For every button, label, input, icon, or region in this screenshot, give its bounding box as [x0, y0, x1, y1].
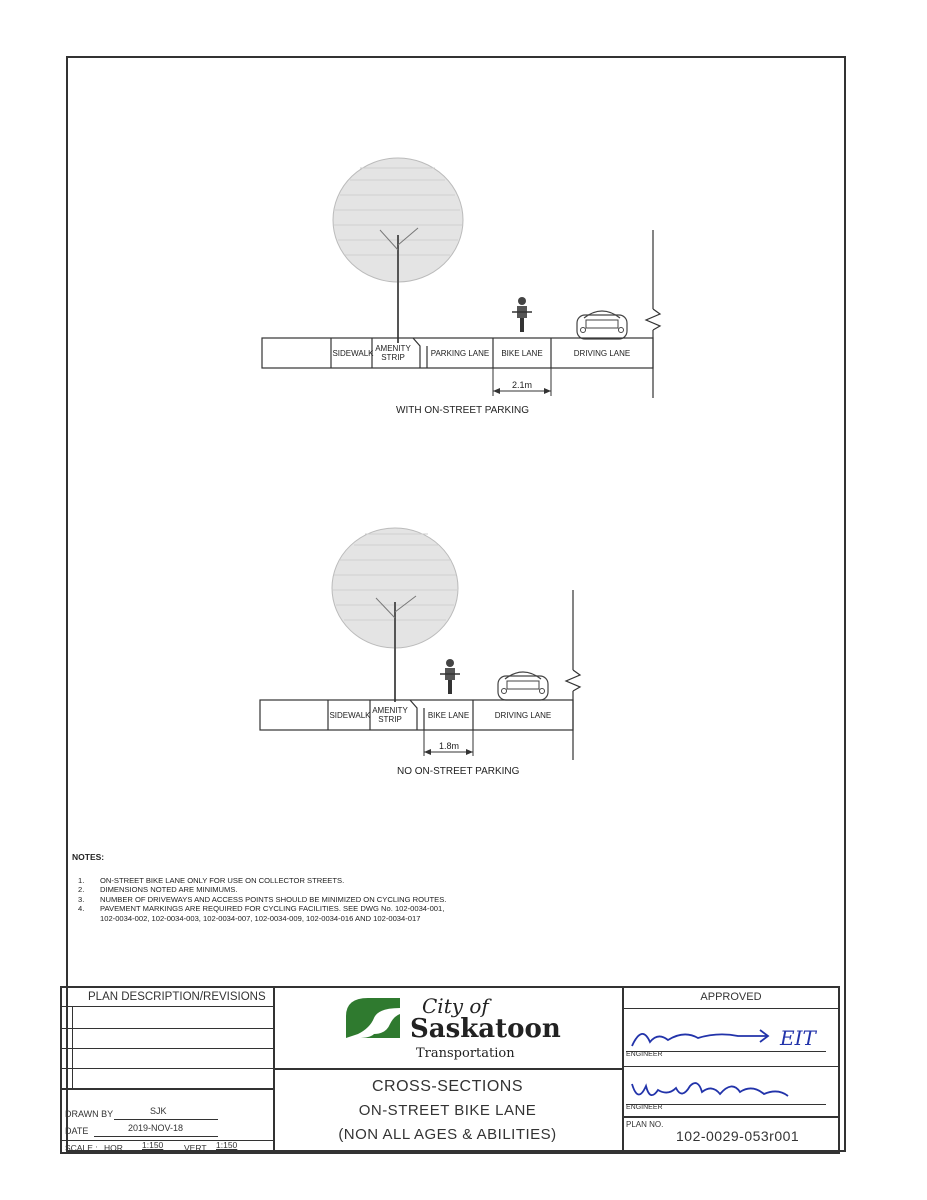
cyclist-icon: [512, 297, 532, 332]
revisions-header: PLAN DESCRIPTION/REVISIONS: [88, 991, 266, 1003]
drawing-title-3: (NON ALL AGES & ABILITIES): [338, 1126, 557, 1143]
drawn-by-label: DRAWN BY: [65, 1109, 114, 1119]
notes-title: NOTES:: [72, 852, 105, 862]
approved-header: APPROVED: [700, 991, 762, 1003]
title-block: [60, 986, 840, 1154]
cross-section-1-drawing: [250, 140, 670, 410]
eit-suffix: EIT: [780, 1026, 816, 1050]
section1-label-sidewalk: SIDEWALK: [332, 349, 374, 358]
note-item: 102-0034-002, 102-0034-003, 102-0034-007, 102-0034-009, 102-0034-016 AND 102-0034-017: [100, 913, 421, 923]
section2-label-sidewalk: SIDEWALK: [329, 711, 371, 720]
logo-saskatoon: Saskatoon: [410, 1014, 561, 1044]
engineer-label-1: ENGINEER: [626, 1051, 663, 1058]
section2-caption: NO ON-STREET PARKING: [397, 766, 520, 777]
scale-hor-value: 1:150: [142, 1140, 164, 1150]
cross-section-2-drawing: [250, 510, 670, 770]
section1-caption: WITH ON-STREET PARKING: [396, 405, 529, 416]
scale-label: SCALE :: [65, 1143, 98, 1153]
tree-icon: [333, 158, 463, 343]
scale-hor-label: HOR.: [104, 1143, 126, 1153]
section1-dimension: 2.1m: [511, 380, 532, 390]
note-item: 3. NUMBER OF DRIVEWAYS AND ACCESS POINTS SHOULD BE MINIMIZED ON CYCLING ROUTES.: [78, 894, 447, 904]
section1-label-bike: BIKE LANE: [501, 349, 543, 358]
drawn-by-value: SJK: [150, 1106, 167, 1116]
engineer-label-2: ENGINEER: [626, 1104, 663, 1111]
notes-list: [78, 876, 446, 923]
cyclist-icon: [440, 659, 460, 694]
note-item: 4. PAVEMENT MARKINGS ARE REQUIRED FOR CYCLING FACILITIES. SEE DWG No. 102-0034-001,: [78, 904, 445, 914]
scale-vert-value: 1:150: [216, 1140, 238, 1150]
section1-label-amenity: AMENITY STRIP: [375, 344, 411, 362]
plan-no-label: PLAN NO.: [626, 1120, 664, 1129]
section2-label-amenity: AMENITY STRIP: [372, 706, 408, 724]
section1-label-driving: DRIVING LANE: [573, 349, 631, 358]
drawing-title-2: ON-STREET BIKE LANE: [358, 1102, 537, 1119]
section2-label-driving: DRIVING LANE: [494, 711, 552, 720]
car-icon: [577, 311, 627, 339]
logo-city-of: City of: [422, 994, 489, 1018]
scale-vert-label: VERT.: [184, 1143, 208, 1153]
drawing-title-1: CROSS-SECTIONS: [371, 1078, 523, 1095]
section2-dimension: 1.8m: [438, 741, 459, 751]
note-item: 2. DIMENSIONS NOTED ARE MINIMUMS.: [78, 885, 238, 895]
logo-transportation: Transportation: [416, 1046, 515, 1061]
car-icon: [498, 672, 548, 700]
section1-label-parking: PARKING LANE: [430, 349, 490, 358]
plan-no-value: 102-0029-053r001: [676, 1128, 800, 1144]
city-logo-icon: [338, 994, 406, 1044]
note-item: 1. ON-STREET BIKE LANE ONLY FOR USE ON COLLECTOR STREETS.: [78, 876, 345, 885]
section2-label-bike: BIKE LANE: [427, 711, 470, 720]
date-label: DATE: [65, 1126, 89, 1136]
tree-icon: [332, 528, 458, 702]
date-value: 2019-NOV-18: [128, 1123, 184, 1133]
